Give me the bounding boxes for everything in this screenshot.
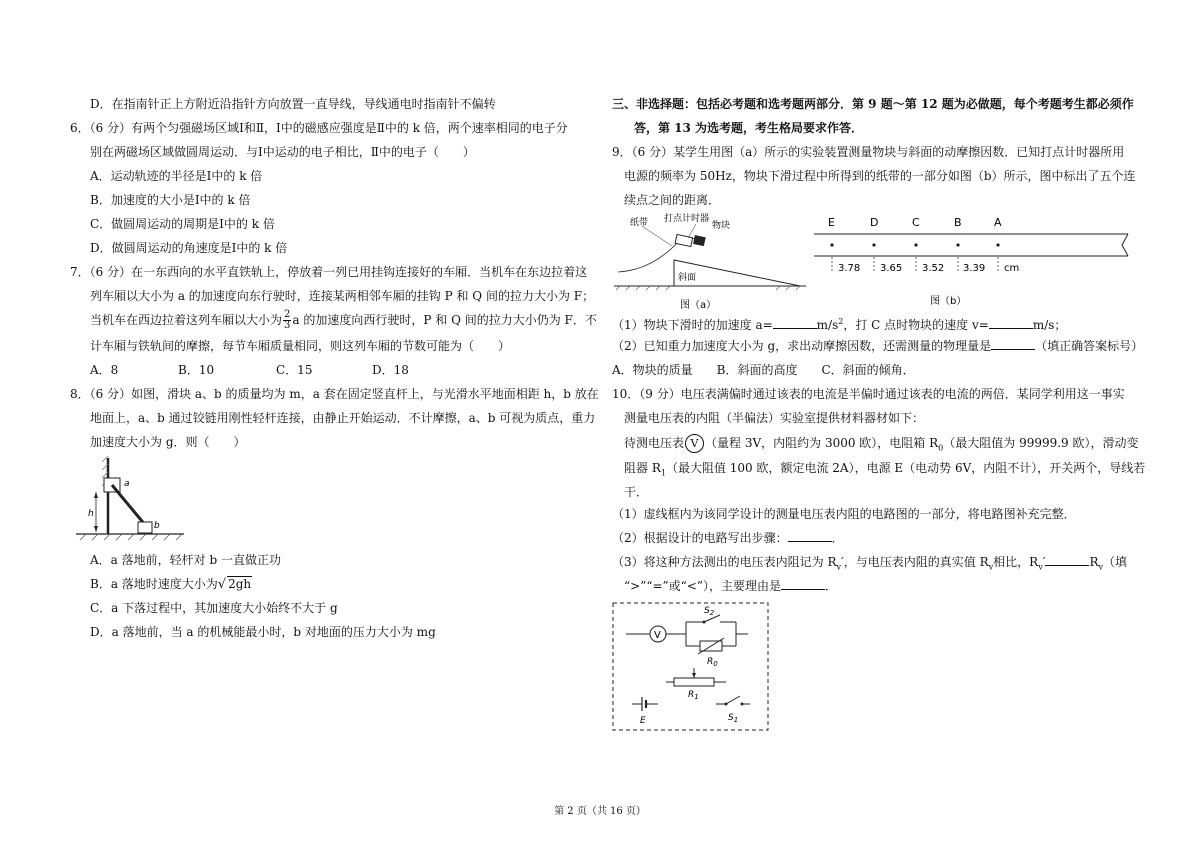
q9-part2-text-b: （填正确答案标号） xyxy=(1035,339,1144,353)
distance-cb: 3.52 xyxy=(922,263,945,274)
q9-part1-superscript: 2 xyxy=(838,317,844,326)
circuit-label-s1: $S_1$ xyxy=(728,713,739,724)
q9-stem-line3: 续点之间的距离． xyxy=(624,193,721,207)
q10-line4-text-b: （最大阻值 100 欧，额定电流 2A），电源 E（电动势 6V，内阻不计），开关两个，导线若 xyxy=(665,461,1146,475)
figure-label-a: a xyxy=(124,479,130,489)
q9-figure-a-incline xyxy=(612,208,808,314)
fraction-numerator: 2 xyxy=(284,309,291,320)
rheostat-r1 xyxy=(674,678,714,686)
q10-line3-text-a: 待测电压表 xyxy=(624,436,685,450)
distance-unit: cm xyxy=(1004,263,1020,274)
answer-blank-quantity[interactable] xyxy=(991,338,1035,350)
q8-option-c: C．a 下落过程中，其加速度大小始终不大于 g xyxy=(90,601,338,615)
q10-stem-line5: 干． xyxy=(624,485,649,499)
subscript-r1: 1 xyxy=(660,468,666,478)
q7-stem-line2: 列车厢以大小为 a 的加速度向东行驶时，连接某两相邻车厢的挂钩 P 和 Q 间的拉力大小为 F； xyxy=(90,289,595,303)
q7-line3-suffix: a 的加速度向西行驶时，P 和 Q 间的拉力大小仍为 F．不 xyxy=(292,313,597,327)
subscript-v-3: v xyxy=(1038,562,1043,572)
subscript-v-2: v xyxy=(988,562,994,572)
q7-stem-line1: 7．（6 分）在一东西向的水平直铁轨上，停放着一列已用挂钩连接好的车厢．当机车在东边拉着这 xyxy=(70,265,588,279)
q9-figure-b-paper-tape xyxy=(810,210,1136,314)
circuit-label-e: E xyxy=(640,716,646,726)
q10-line3-text-c: （最大阻值为 99999.9 欧），滑动变 xyxy=(943,436,1139,450)
q7-stem-line4: 计车厢与铁轨间的摩擦，每节车厢质量相同，则这列车厢的节数可能为（ ） xyxy=(90,339,511,353)
figure-label-h: h xyxy=(88,509,94,519)
tape-label-e: E xyxy=(828,216,835,229)
tape-dot-b xyxy=(956,243,959,246)
q10-part1: （1）虚线框内为该同学设计的测量电压表内阻的电路图的一部分，将电路图补充完整． xyxy=(612,507,1076,521)
q9-part2-text-a: （2）已知重力加速度大小为 g，求出动摩擦因数，还需测量的物理量是 xyxy=(612,339,992,353)
q6-option-d: D．做圆周运动的角速度是Ⅰ中的 k 倍 xyxy=(90,241,288,255)
q9-part1 xyxy=(612,314,1066,333)
circuit-label-r0: $R_0$ xyxy=(707,657,718,668)
q5-option-d: D．在指南针正上方附近沿指针方向放置一直导线，导线通电时指南针不偏转 xyxy=(90,97,496,111)
q9-stem-line1: 9．（6 分）某学生用图（a）所示的实验装置测量物块与斜面的动摩擦因数．已知打点计时器所用 xyxy=(612,145,1125,159)
q6-stem-line2: 别在两磁场区域做圆周运动．与Ⅰ中运动的电子相比，Ⅱ中的电子（ ） xyxy=(90,145,475,159)
q8-stem-line3: 加速度大小为 g．则（ ） xyxy=(90,435,246,449)
q9-part2 xyxy=(612,338,1143,354)
tape-label-a: A xyxy=(994,216,1002,229)
q8-option-b-text: B．a 落地时速度大小为 xyxy=(90,577,218,591)
label-timer: 打点计时器 xyxy=(664,214,710,224)
q10-part3-line2-text-a: “>”“=”或“<”），主要理由是 xyxy=(624,579,781,593)
q7-option-b: B．10 xyxy=(178,363,215,377)
subscript-r0: 0 xyxy=(938,443,944,453)
q10-stem-line1: 10．（9 分）电压表满偏时通过该表的电流是半偏时通过该表的电流的两倍．某同学利用这一事实 xyxy=(612,387,1125,401)
q8-option-b xyxy=(90,574,252,595)
fraction-two-thirds xyxy=(283,310,291,331)
q10-part2 xyxy=(612,530,844,546)
q8-stem-line1: 8．（6 分）如图，滑块 a、b 的质量均为 m，a 套在固定竖直杆上，与光滑水平地面相距 h，b 放在 xyxy=(70,387,599,401)
tape-dot-d xyxy=(872,243,875,246)
q10-part3-text-c: 相比，R xyxy=(993,555,1039,569)
fraction-denominator: 3 xyxy=(284,320,291,331)
q10-line3-text-b: （量程 3V，内阻约为 3000 欧），电阻箱 R xyxy=(705,436,939,450)
q10-part3-line2 xyxy=(624,578,837,594)
label-slope: 斜面 xyxy=(678,273,697,283)
circuit-label-r1: $R_1$ xyxy=(688,690,699,701)
q10-circuit-diagram xyxy=(612,602,770,732)
q8-stem-line2: 地面上，a、b 通过铰链用刚性轻杆连接，由静止开始运动．不计摩擦，a、b 可视为质点，重力 xyxy=(90,411,596,425)
q9-part1-text-a: （1）物块下滑时的加速度 a= xyxy=(612,318,773,332)
tape-dot-a xyxy=(996,243,999,246)
q9-part1-unit-d: m/s； xyxy=(1032,318,1067,332)
q7-option-a: A．8 xyxy=(90,363,119,377)
q10-part3-line2-text-b: ． xyxy=(824,579,837,593)
section3-heading-line2: 答，第 13 为选考题，考生格局要求作答． xyxy=(634,121,864,135)
q10-part3-text-b: ′，与电压表内阻的真实值 R xyxy=(841,555,989,569)
voltmeter-symbol-letter: V xyxy=(690,437,699,450)
q10-part3-text-d: ′ xyxy=(1042,555,1046,569)
answer-blank-comparison[interactable] xyxy=(1045,554,1089,566)
q9-stem-line2: 电源的频率为 50Hz，物块下滑过程中所得到的纸带的一部分如图（b）所示，图中标出了五个连 xyxy=(624,169,1136,183)
q9-part1-unit-a: m/s xyxy=(816,318,839,332)
q9-part1-text-c: ，打 C 点时物块的速度 v= xyxy=(843,318,989,332)
tape-label-c: C xyxy=(912,216,920,229)
q10-part3-text-e: R xyxy=(1089,555,1099,569)
circuit-label-v: V xyxy=(654,630,661,641)
tape-points xyxy=(830,243,999,246)
label-tape: 纸带 xyxy=(630,218,649,228)
distance-dc: 3.65 xyxy=(880,263,903,274)
figure-label-b: b xyxy=(154,521,160,531)
caption-figure-b: 图（b） xyxy=(930,296,967,307)
q7-option-d: D．18 xyxy=(372,363,409,377)
q6-option-b: B．加速度的大小是Ⅰ中的 k 倍 xyxy=(90,193,251,207)
q9-options: A．物块的质量 B．斜面的高度 C．斜面的倾角． xyxy=(612,363,915,377)
tape-label-d: D xyxy=(870,216,879,229)
q10-line4-text-a: 阻器 R xyxy=(624,461,661,475)
q6-option-a: A．运动轨迹的半径是Ⅰ中的 k 倍 xyxy=(90,169,263,183)
q10-part3-text-a: （3）将这种方法测出的电压表内阻记为 R xyxy=(612,555,837,569)
label-block: 物块 xyxy=(712,221,731,231)
q7-line3-prefix: 当机车在西边拉着这列车厢以大小为 xyxy=(90,313,283,327)
tape-dot-e xyxy=(830,243,833,246)
q6-option-c: C．做圆周运动的周期是Ⅰ中的 k 倍 xyxy=(90,217,275,231)
q10-part2-text-a: （2）根据设计的电路写出步骤： xyxy=(612,531,788,545)
q8-option-d: D．a 落地前，当 a 的机械能最小时，b 对地面的压力大小为 mg xyxy=(90,625,436,639)
answer-blank-reason[interactable] xyxy=(781,578,825,590)
q10-stem-line3 xyxy=(624,432,1139,459)
distance-ed: 3.78 xyxy=(838,263,861,274)
q10-part3-text-f: （填 xyxy=(1103,555,1128,569)
q7-stem-line3 xyxy=(90,308,597,332)
q10-part2-text-b: ． xyxy=(831,531,844,545)
distance-ba: 3.39 xyxy=(963,263,986,274)
sqrt-radicand: 2gh xyxy=(228,577,252,591)
q8-figure-rod-sliders xyxy=(74,454,194,544)
subscript-v-4: v xyxy=(1098,562,1104,572)
tape-dot-c xyxy=(914,243,917,246)
subscript-v-1: v xyxy=(836,562,842,572)
voltmeter-symbol xyxy=(685,434,704,453)
section3-heading-line1: 三、非选择题：包括必考题和选考题两部分．第 9 题～第 12 题为必做题，每个考题考生都必须作 xyxy=(612,97,1134,111)
tape-label-b: B xyxy=(954,216,962,229)
answer-blank-steps[interactable] xyxy=(788,530,832,542)
q10-stem-line2: 测量电压表的内阻（半偏法）实验室提供材料器材如下： xyxy=(624,411,925,425)
caption-figure-a: 图（a） xyxy=(680,300,717,311)
answer-blank-velocity[interactable] xyxy=(989,317,1033,329)
q10-stem-line4 xyxy=(624,460,1145,481)
sqrt-sign: √ xyxy=(217,577,227,592)
answer-blank-acceleration[interactable] xyxy=(773,317,817,329)
q10-part3-line1 xyxy=(612,554,1127,575)
q6-stem-line1: 6．（6 分）有两个匀强磁场区域Ⅰ和Ⅱ，Ⅰ中的磁感应强度是Ⅱ中的 k 倍，两个速率相同的电子分 xyxy=(70,121,568,135)
page-footer: 第 2 页（共 16 页） xyxy=(554,806,646,817)
q7-option-c: C．15 xyxy=(276,363,313,377)
q8-option-a: A．a 落地前，轻杆对 b 一直做正功 xyxy=(90,553,281,567)
circuit-label-s2: $S_2$ xyxy=(704,606,715,617)
